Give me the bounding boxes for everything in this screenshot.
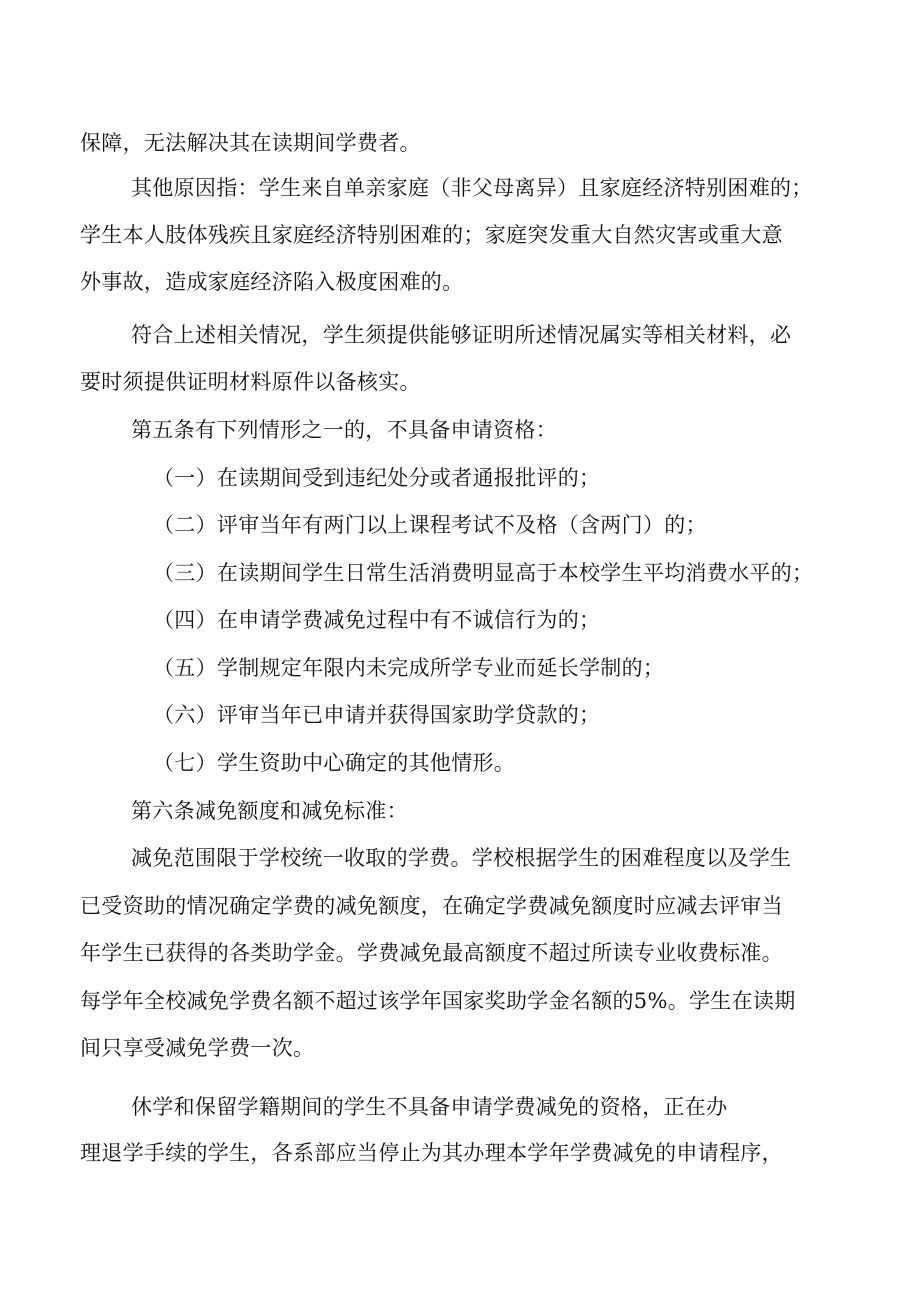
list-item: （三）在读期间学生日常生活消费明显高于本校学生平均消费水平的； <box>153 561 814 585</box>
paragraph-line: 已受资助的情况确定学费的减免额度，在确定学费减免额度时应减去评审当 <box>80 894 783 918</box>
list-item: （二）评审当年有两门以上课程考试不及格（含两门）的； <box>153 513 707 537</box>
paragraph-line: 要时须提供证明材料原件以备核实。 <box>80 370 421 394</box>
paragraph-line: 保障，无法解决其在读期间学费者。 <box>80 131 421 155</box>
paragraph-line: 外事故，造成家庭经济陷入极度困难的。 <box>80 270 464 294</box>
article-heading: 第五条有下列情形之一的，不具备申请资格： <box>131 418 557 442</box>
paragraph-line: 年学生已获得的各类助学金。学费减免最高额度不超过所读专业收费标准。 <box>80 941 783 965</box>
paragraph-line: 休学和保留学籍期间的学生不具备申请学费减免的资格，正在办 <box>131 1095 728 1119</box>
list-item: （一）在读期间受到违纪处分或者通报批评的； <box>153 466 601 490</box>
paragraph-line: 减免范围限于学校统一收取的学费。学校根据学生的困难程度以及学生 <box>131 846 792 870</box>
list-item: （四）在申请学费减免过程中有不诚信行为的； <box>153 608 601 632</box>
paragraph-line: 每学年全校减免学费名额不超过该学年国家奖助学金名额的5%。学生在读期 <box>80 989 796 1013</box>
paragraph-line: 理退学手续的学生，各系部应当停止为其办理本学年学费减免的申请程序， <box>80 1141 783 1165</box>
paragraph-line: 其他原因指：学生来自单亲家庭（非父母离异）且家庭经济特别困难的； <box>131 176 813 200</box>
list-item: （七）学生资助中心确定的其他情形。 <box>153 751 516 775</box>
paragraph-line: 符合上述相关情况，学生须提供能够证明所述情况属实等相关材料，必 <box>131 323 792 347</box>
article-heading: 第六条减免额度和减免标准： <box>131 799 408 823</box>
paragraph-line: 学生本人肢体残疾且家庭经济特别困难的；家庭突发重大自然灾害或重大意 <box>80 223 783 247</box>
list-item: （五）学制规定年限内未完成所学专业而延长学制的； <box>153 656 665 680</box>
list-item: （六）评审当年已申请并获得国家助学贷款的； <box>153 703 601 727</box>
paragraph-line: 间只享受减免学费一次。 <box>80 1036 315 1060</box>
